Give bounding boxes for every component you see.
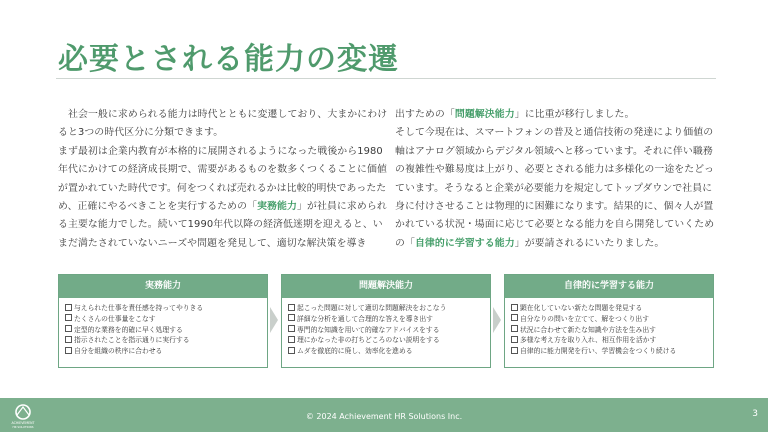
- checkbox-icon: [65, 304, 72, 311]
- checkbox-icon: [511, 314, 518, 321]
- current-text-1: そして今現在は、スマートフォンの普及と通信技術の発達により価値の軸はアナログ領域からデジタル領域へと移っています。それに伴い職務の複雑性や難易度は上がり、必要とされる能力は多様化の一途をたどっています。そうなると企業が必要能力を規定してトップダウンで社員に身に付けさせることは物理的に困難になります。結果的に、個々人が置かれている状況・場面に応じて必要となる能力を自ら開発していくための「: [395, 127, 715, 249]
- paragraph-era: [58, 143, 388, 253]
- checkbox-icon: [65, 325, 72, 332]
- checklist-item-text: 自律的に能力開発を行い、学習機会をつくり続ける: [520, 347, 677, 356]
- checklist-item: [511, 335, 713, 346]
- current-text-2: 」が要請されるにいたりました。: [514, 237, 665, 249]
- checklist-item: [65, 314, 267, 325]
- checklist-item-text: 顕在化していない新たな問題を発見する: [520, 304, 643, 312]
- footer-bar: [0, 398, 768, 432]
- paragraph-problem-solving: [395, 106, 717, 124]
- checkbox-icon: [511, 325, 518, 332]
- checkbox-icon: [65, 336, 72, 343]
- highlight-problem-solving: 問題解決能力: [454, 109, 515, 120]
- checklist-item: [65, 325, 267, 336]
- checkbox-icon: [288, 314, 295, 321]
- era-text-2: 」が社員に求められる主要な能力でした。続いて1990年代以降の経済低迷期を迎えると、いまだ満たされていないニーズや問題を発見して、適切な解決策を導き: [58, 201, 387, 249]
- checklist-item: [65, 346, 267, 357]
- checklist-item: [511, 303, 713, 314]
- checklist-item-text: ムダを徹底的に廃し、効率化を進める: [297, 347, 413, 356]
- checklist-item-text: たくさんの仕事量をこなす: [74, 314, 156, 323]
- svg-text:ACHIEVEMENT: ACHIEVEMENT: [11, 421, 35, 425]
- checklist-item-text: 起こった問題に対して適切な問題解決をおこなう: [297, 304, 447, 312]
- paragraph-current: [395, 124, 717, 253]
- checklist-item-text: 自分なりの問いを立てて、解をつくり出す: [520, 314, 650, 323]
- card-autonomous-learning: [504, 274, 714, 368]
- checklist-item-text: 自分を組織の秩序に合わせる: [74, 347, 163, 356]
- highlight-practical-ability: 実務能力: [257, 201, 298, 213]
- body-left-column: [58, 106, 388, 253]
- checkbox-icon: [288, 336, 295, 343]
- checkbox-icon: [288, 325, 295, 332]
- slide-title: 必要とされる能力の変遷: [58, 42, 399, 77]
- ps-text-1: 出すための「: [395, 109, 455, 120]
- checklist-item: [288, 303, 490, 314]
- card-practical-ability: [58, 274, 268, 368]
- card-problem-solving: [281, 274, 491, 368]
- checklist-item: [288, 314, 490, 325]
- checklist-item: [288, 346, 490, 357]
- checklist-item-text: 専門的な知識を用いて的確なアドバイスをする: [297, 325, 440, 334]
- checklist-item-text: 指示されたことを指示通りに実行する: [74, 336, 190, 345]
- card-checklist: [282, 298, 490, 357]
- checklist-item: [288, 335, 490, 346]
- checkbox-icon: [65, 314, 72, 321]
- body-right-column: [395, 106, 717, 253]
- card-title: 自律的に学習する能力: [505, 275, 713, 298]
- checklist-item: [288, 325, 490, 336]
- checkbox-icon: [511, 304, 518, 311]
- era-text-1: まず最初は企業内教育が本格的に展開されるようになった戦後から1980年代にかけての経済成長期で、需要があるものを数多くつくることに価値が置かれていた時代です。何をつくれば売れるかは比較的明快であったため、正確にやるべきことを実行するための「: [58, 145, 387, 213]
- checkbox-icon: [288, 347, 295, 354]
- checklist-item-text: 多様な考え方を取り入れ、相互作用を活かす: [520, 336, 657, 345]
- checkbox-icon: [65, 347, 72, 354]
- paragraph-intro-text: 社会一般に求められる能力は時代とともに変遷しており、大まかにわけると3つの時代区分に分類できます。: [58, 109, 388, 139]
- checklist-item: [65, 335, 267, 346]
- checklist-item-text: 詳細な分析を通して合理的な答えを導き出す: [297, 314, 433, 323]
- card-checklist: [505, 298, 713, 357]
- chevron-right-icon: [493, 307, 501, 333]
- checklist-item-text: 定型的な業務を的確に早く処理する: [74, 325, 183, 334]
- svg-text:HR SOLUTIONS: HR SOLUTIONS: [12, 425, 34, 429]
- checklist-item: [511, 346, 713, 357]
- ps-text-2: 」に比重が移行しました。: [514, 109, 635, 120]
- highlight-autonomous-learning: 自律的に学習する能力: [414, 237, 515, 249]
- copyright-text: © 2024 Achievement HR Solutions Inc.: [305, 412, 463, 421]
- checklist-item: [511, 325, 713, 336]
- card-title: 問題解決能力: [282, 275, 490, 298]
- checklist-item: [65, 303, 267, 314]
- checkbox-icon: [511, 347, 518, 354]
- checkbox-icon: [288, 304, 295, 311]
- chevron-right-icon: [270, 307, 278, 333]
- checkbox-icon: [511, 336, 518, 343]
- card-title: 実務能力: [59, 275, 267, 298]
- card-checklist: [59, 298, 267, 357]
- checklist-item: [511, 314, 713, 325]
- title-divider: [56, 78, 716, 79]
- paragraph-intro: [58, 106, 388, 143]
- checklist-item-text: 状況に合わせて新たな知識や方法を生み出す: [520, 325, 656, 334]
- checklist-item-text: 理にかなった非の打ちどころのない説明をする: [297, 336, 440, 345]
- page-number: 3: [752, 409, 758, 419]
- checklist-item-text: 与えられた仕事を責任感を持ってやりきる: [74, 304, 204, 312]
